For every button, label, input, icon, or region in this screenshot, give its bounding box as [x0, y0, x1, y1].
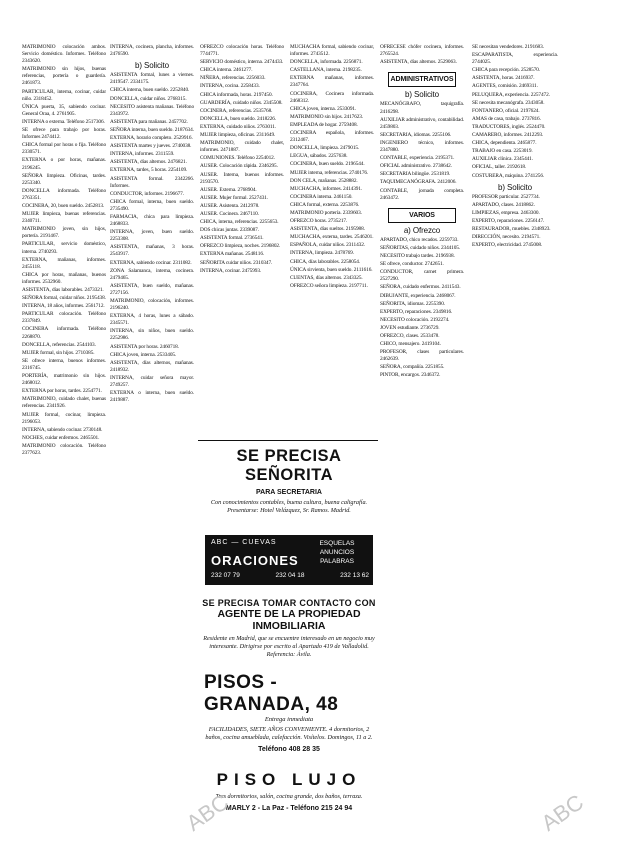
classified-item: ZONA Salamanca, interna, cocinera. 2479465. — [110, 267, 194, 281]
classified-item: EXTERNA, horario completo. 2529916. — [110, 135, 193, 142]
classified-item: CHICA joven, interna. 2533405. — [110, 351, 177, 358]
classified-item: EXTERNA o interna, buen sueldo. 2419887. — [110, 390, 194, 404]
classified-item: COCINERA interna. 2461150. — [290, 193, 353, 200]
classified-item: COCINERA, referencias. 2535768. — [200, 107, 273, 114]
classified-item: DOS chicas juntas. 2339087. — [200, 227, 259, 234]
classified-item: SEÑORITAS, cuidado niños. 2344105. — [380, 244, 461, 251]
classified-item: CONTABLE, experiencia. 2195371. — [380, 155, 455, 162]
classified-item: ASISTENTA, días alternos, mañanas. 2418932. — [110, 359, 194, 373]
classified-item: COCINERA, 20, buen sueldo. 2452813. — [22, 202, 105, 209]
classified-item: ÚNICA puerta, 35, sabiendo cocinar. General Oraa, 4. 2761905. — [22, 103, 106, 117]
classified-item: COMUNIONES. Teléfono 2254012. — [200, 155, 275, 162]
classified-item: CHICA informada, horas. 2197450. — [200, 91, 273, 98]
classified-item: CAMARERO, informes. 2412293. — [472, 132, 544, 139]
ad-body: Residente en Madrid, que se encuentre interesado en un negocio muy interesante. Dirigirse por escrito al Apartado 419 de Valladolid. Referencia: Ávila. — [203, 635, 375, 658]
classified-item: INTERNA, cocinera, plancha, informes. 2476590. — [110, 44, 194, 58]
classified-item: AMAS de casa, trabajo. 2737816. — [472, 115, 541, 122]
column-1 — [22, 44, 106, 840]
classified-item: PELUQUERA, experiencia. 2257472. — [472, 91, 550, 98]
classified-item: ASISTENTA formal. 2342266. Informes. — [110, 175, 194, 189]
ad-side-text: ESQUELAS ANUNCIOS PALABRAS — [319, 540, 355, 565]
ad-senorita-secretaria — [200, 447, 378, 515]
column-6 — [472, 44, 558, 840]
classified-item: CONDUCTOR, informes. 2196677. — [110, 190, 184, 197]
classified-item: INTERNA, cocina. 2258433. — [200, 83, 260, 90]
classified-item: CHICA formal, externa. 2253876. — [290, 201, 360, 208]
classified-item: SE ofrece, conductor. 2742651. — [380, 261, 444, 268]
classified-item: EXTERNA por horas, tardes. 2254771. — [22, 388, 102, 395]
classified-item: OFICIAL, taller. 2192618. — [472, 164, 527, 171]
abc-watermark: ABC — [536, 789, 589, 836]
classified-item: INTERNA o externa. Teléfono 2517306. — [22, 118, 105, 125]
classified-item: SEÑORA, compañía. 2251855. — [380, 364, 445, 371]
classified-item: NECESITO asistenta mañanas. Teléfono 2343972. — [110, 103, 194, 117]
classified-item: TRADUCTORES, inglés. 2524470. — [472, 123, 546, 130]
classified-item: MATRIMONIO sin hijos, buenas referencias, portería o guardería. 2461873. — [22, 66, 106, 87]
ad-footer: MARLY 2 - La Paz - Teléfono 215 24 94 — [225, 805, 353, 812]
classified-item: OFREZCO colocación horas. Teléfono 7744771. — [200, 44, 284, 58]
classified-item: MUJER formal, cocinar, limpieza. 2196053. — [22, 411, 106, 425]
classified-item: CHICA para recepción. 2528570. — [472, 67, 541, 74]
classified-item: CUENTAS, días alternos. 2343325. — [290, 274, 363, 281]
classified-item: EXTERNA, mañanas, informes. 2455118. — [22, 256, 106, 270]
classified-item: ESCAPARATISTA, experiencia. 2744025. — [472, 52, 558, 66]
classified-item: CONDUCTOR, carnet primera. 2527290. — [380, 269, 464, 283]
classified-item: OFREZCO limpieza, noches. 2196802. — [200, 243, 281, 250]
classified-item: INTERNA, cocinar. 2475993. — [200, 267, 262, 274]
classified-item: CHICA interna, buen sueldo. 2252840. — [110, 87, 190, 94]
ad-line: AGENTE DE LA PROPIEDAD — [217, 608, 361, 620]
classified-item: INTERNA, sabiendo cocinar. 2730148. — [22, 426, 103, 433]
classified-item: DONCELLA, informada. 2256871. — [290, 59, 363, 66]
classified-item: ASISTENTA, días alternos. 2476821. — [110, 159, 187, 166]
abc-watermark: ABC — [181, 789, 234, 836]
classified-item: JOVEN estudiante. 2736729. — [380, 324, 440, 331]
section-heading: b) Solicito — [404, 90, 440, 100]
classified-item: EXTERNA o por horas, mañanas. 2196245. — [22, 157, 106, 171]
ad-headline: PISOS - GRANADA, 48 — [204, 672, 339, 715]
classified-item: CHICA joven, interna. 2533091. — [290, 105, 357, 112]
classified-item: ASISTENTA formal. 2736541. — [200, 235, 264, 242]
classified-item: CHICA por horas, mañanas, buenos informes. 2532960. — [22, 271, 106, 285]
ad-phone: 232 13 62 — [340, 572, 369, 579]
classified-item: PINTOR, encargos. 2346372. — [380, 372, 441, 379]
classified-item: AUSER. Cocinera. 2467110. — [200, 210, 259, 217]
classified-item: ASISTENTA para mañanas. 2457702. — [110, 118, 188, 125]
classified-item: MUJER formal, sin hijos. 2710385. — [22, 349, 95, 356]
classified-item: CHICA, interna, referencias. 2255653. — [200, 219, 279, 226]
classified-item: MATRIMONIO sin hijos. 2417623. — [290, 113, 364, 120]
classified-item: SE necesitan vendedores. 2191683. — [472, 44, 544, 50]
classified-item: DONCELLA, referencias. 2544103. — [22, 341, 96, 348]
ad-line: INMOBILIARIA — [252, 620, 326, 632]
classified-item: MUJER limpieza, buenas referencias. 2340711. — [22, 211, 106, 225]
ad-abc-oraciones — [205, 535, 373, 585]
classified-item: OFREZCO horas. 2735217. — [290, 218, 348, 225]
classified-item: EXTERNA, cuidado niños. 2763011. — [200, 123, 277, 130]
classified-item: FARMACIA, chica para limpieza. 2468833. — [110, 213, 194, 228]
classified-item: OFREZCO señora limpieza. 2197711. — [290, 282, 368, 289]
classified-item: MUJER interna, referencias. 2740176. — [290, 169, 369, 176]
classified-item: GUARDERÍA, cuidado niños. 2345508. — [200, 99, 283, 106]
classified-item: LIMPIEZAS, empresa. 2463300. — [472, 209, 540, 216]
classified-item: DONCELLA, limpieza. 2479015. — [290, 145, 360, 152]
classified-item: ASISTENTA, horas. 2416937. — [472, 75, 535, 82]
classified-item: ASISTENTA martes y jueves. 2740038. — [110, 143, 192, 150]
classified-item: DONCELLA informada. Teléfono 2763351. — [22, 187, 106, 201]
ad-phone: 232 07 79 — [211, 572, 240, 579]
classified-item: COCINERA española, informes. 2312467. — [290, 130, 374, 144]
classified-item: SE ofrece para trabajo por horas. Informes 2474412. — [22, 127, 106, 141]
classified-item: AUSER. Asistenta. 2412978. — [200, 202, 260, 209]
classified-item: SEÑORA, cuidado enfermos. 2411543. — [380, 284, 461, 291]
ad-phone: Teléfono 408 28 35 — [258, 746, 320, 753]
classified-item: PARTICULAR colocación. Teléfono 2337849. — [22, 311, 106, 325]
classified-item: OFREZCO, clases. 2533478. — [380, 333, 440, 339]
classified-item: INTERNA, 18 años, informes. 2561712. — [22, 303, 105, 310]
classified-item: AUSER. Colocación rápida. 2346295. — [200, 163, 278, 170]
classified-item: ASISTENTA formal, lunes a viernes. 2419547. 2334175. — [110, 72, 194, 86]
classified-item: MATRIMONIO joven, sin hijos, portería. 2191467. — [22, 226, 106, 240]
classified-item: NECESITO colocación. 2192274. — [380, 316, 450, 323]
ad-brand: ABC — CUEVAS — [211, 539, 277, 546]
classified-item: EXPERTO, reparaciones. 2349816. — [380, 308, 453, 315]
classified-item: MUCHACHA, informes. 2414391. — [290, 185, 363, 192]
ad-headline: PISO LUJO — [216, 770, 362, 789]
ad-title: ORACIONES — [211, 553, 299, 568]
classified-item: EXTERNA, 4 horas, lunes a sábado. 2345571. — [110, 313, 194, 327]
column-5 — [380, 44, 464, 840]
classified-item: MATRIMONIO colocación ambos. Servicio doméstico. Informes. Teléfono 2343620. — [22, 44, 106, 65]
ad-block-divider — [198, 440, 378, 441]
column-2 — [110, 44, 194, 840]
classified-item: COCINERA informada. Teléfono 2268870. — [22, 326, 106, 340]
classified-item: INTERNA, cuidar señora mayor. 2749257. — [110, 374, 194, 389]
classified-item: EXPERTO, reparaciones. 2256147. — [472, 217, 545, 224]
classified-item: AUSER. Mujer formal. 2527431. — [200, 194, 269, 201]
section-box-administrativos: ADMINISTRATIVOS — [388, 72, 456, 87]
classified-item: ASISTENTA, buen sueldo, mañanas. 2727156. — [110, 282, 194, 296]
classified-item: SEÑORITA cuidar niños. 2310347. — [200, 259, 273, 266]
classified-item: PORTERÍA, matrimonio sin hijos. 2468012. — [22, 373, 106, 387]
classified-item: CHICA, días laborables. 2258054. — [290, 258, 361, 265]
classified-item: RESTAURADOR, muebles. 2348923. — [472, 226, 551, 233]
classified-item: PROFESOR particular. 2527734. — [472, 193, 540, 200]
classified-item: SEÑORA limpieza. Oficinas, tardes. 2253340. — [22, 172, 106, 186]
classified-item: ASISTENTA, días alternos. 2529063. — [380, 59, 457, 66]
column-4 — [290, 44, 374, 436]
classified-item: PARTICULAR, servicio doméstico, interna. 2740293. — [22, 241, 106, 255]
classified-item: EXTERNA mañanas. 2548116. — [200, 251, 265, 258]
classified-item: DON CELA, mañanas. 2528882. — [290, 177, 358, 184]
classified-item: FONTANERO, oficial. 2197624. — [472, 107, 540, 114]
classified-item: SEÑORA formal, cuidar niños. 2195438. — [22, 295, 106, 302]
ad-phone: 232 04 18 — [275, 572, 305, 579]
ad-line: SE PRECISA TOMAR CONTACTO CON — [202, 598, 376, 608]
classified-item: SE ofrece interna, buenos informes. 2316745. — [22, 357, 106, 371]
classified-item: EXPERTO, electricidad. 2745008. — [472, 242, 543, 249]
ad-body: Con conocimientos contables, buena cultura, buena caligrafía. Presentarse: Hotel Velázquez, Sr. Ramos. Madrid. — [210, 499, 368, 514]
section-heading: b) Solicito — [134, 61, 170, 71]
classified-item: DONCELLA, buen sueldo. 2418226. — [200, 115, 277, 122]
classified-item: OFICIAL administrativo. 2738642. — [380, 163, 452, 170]
classified-item: ESPAÑOLA, cuidar niños. 2311432. — [290, 242, 365, 249]
classified-item: INTERNA, informes. 2311559. — [110, 151, 175, 158]
section-heading: a) Ofrezco — [403, 225, 441, 235]
ad-subhead: PARA SECRETARIA — [256, 489, 322, 496]
classified-item: COSTURERA, máquina. 2741256. — [472, 172, 545, 179]
classified-item: SECRETARIA bilingüe. 2531819. — [380, 171, 451, 178]
ad-pisos-granada — [200, 672, 378, 753]
classified-item: EXTERNA mañanas, informes. 2347764. — [290, 75, 374, 89]
classified-item: SERVICIO doméstico, interna. 2474433. — [200, 59, 284, 66]
classified-item: MATRIMONIO colocación. Teléfono 2377623. — [22, 442, 106, 456]
classified-item: DIBUJANTE, experiencia. 2468067. — [380, 292, 456, 299]
classified-item: SEÑORA interna, buen sueldo. 2187634. — [110, 126, 194, 133]
classified-item: CONTABLE, jornada completa. 2463472. — [380, 187, 464, 201]
classified-item: MATRIMONIO, cuidado chalet, buenas referencias. 2341926. — [22, 396, 106, 410]
classified-item: SE necesita mecanógrafa. 2343058. — [472, 99, 545, 106]
classified-item: NIÑERA, referencias. 2256033. — [200, 75, 266, 82]
classified-item: MATRIMONIO, cuidado chalet, informes. 2471887. — [200, 140, 284, 154]
classified-item: OFRECESE chófer cocinera, informes. 2765524. — [380, 44, 464, 58]
classified-item: ASISTENTA, mañanas, 3 horas. 2543917. — [110, 244, 194, 258]
classified-item: SECRETARIA, idiomas. 2255106. — [380, 131, 452, 138]
classified-item: ASISTENTA, días sueltos. 2195988. — [290, 226, 365, 233]
classified-item: SEÑORITA, idiomas. 2255390. — [380, 300, 445, 307]
classified-item: MATRIMONIO, colocación, informes. 2196240. — [110, 298, 194, 312]
classified-item: MATRIMONIO portería. 2339603. — [290, 209, 362, 216]
classified-item: EXTERNA, tardes, 5 horas. 2254109. — [110, 167, 188, 174]
classified-item: CHICA formal, interna, buen sueldo. 2735490. — [110, 198, 194, 212]
classified-item: MUJER limpieza, oficinas. 2311649. — [200, 132, 276, 139]
classified-item: INGENIERO técnico, informes. 2347880. — [380, 139, 464, 154]
classified-item: TRABAJO en casa. 2253019. — [472, 148, 533, 155]
classified-item: AUXILIAR administrativo, contabilidad. 2459803. — [380, 116, 464, 130]
classified-item: CHICA, dependienta. 2465877. — [472, 140, 537, 147]
classified-item: INTERNA, limpieza. 2478769. — [290, 250, 354, 257]
section-box-varios: VARIOS — [388, 208, 456, 223]
classified-item: AUXILIAR clínica. 2345441. — [472, 156, 533, 163]
column-3 — [200, 44, 284, 434]
ad-phone-row — [211, 572, 369, 579]
classified-item: AGENTES, comisión. 2469311. — [472, 83, 538, 90]
ad-headline: SE PRECISA SEÑORITA — [236, 447, 342, 484]
classified-item: AUSER. Externa. 2768904. — [200, 186, 257, 193]
classified-item: COCINERA, Cocinera informada. 2468312. — [290, 90, 374, 104]
classified-item: INTERNA, sin niños, buen sueldo. 2252986. — [110, 328, 194, 342]
classified-item: ASISTENTA, días laborables. 2473321. — [22, 287, 104, 293]
classified-item: MUCHACHA formal, sabiendo cocinar, informes. 2743512. — [290, 44, 374, 58]
classified-item: EMPLEADA de hogar. 2759408. — [290, 121, 358, 128]
classified-item: CHICA interna. 2461277. — [200, 67, 253, 74]
classified-item: CASTELLANA, interna. 2198235. — [290, 67, 362, 74]
classified-item: MUCHACHA, externa, tardes. 2546201. — [290, 234, 374, 241]
classified-item: PARTICULAR, interna, cocinar, cuidar niño. 2318452. — [22, 88, 106, 102]
classified-item: EXTERNA, sabiendo cocinar. 2311082. — [110, 259, 192, 266]
classified-item: TAQUIMECANÓGRAFA. 2412006. — [380, 179, 457, 186]
classified-item: APARTADO, clases. 2418862. — [472, 201, 535, 208]
ad-body: Tres dormitorios, salón, cocina grande, dos baños, terraza. — [215, 793, 363, 800]
ad-body: FACILIDADES, SIETE AÑOS CONVENIENTE. 4 dormitorios, 2 baños, cocina amueblada, calefacción. Visítelos. Domingos, 11 a 2. — [205, 726, 373, 741]
classified-item: LEGUA, sábados. 2257638. — [290, 153, 348, 160]
classified-item: DIRECCIÓN, necesito. 2194571. — [472, 234, 541, 241]
classified-item: MECANÓGRAFO, taquigrafía. 2416298. — [380, 101, 464, 115]
classified-item: NOCHES, cuidar enfermos. 2465501. — [22, 434, 100, 441]
section-heading: b) Solicito — [497, 182, 533, 192]
classified-item: DONCELLA, cuidar niños. 2768315. — [110, 95, 187, 102]
classified-item: CHICO, mensajero. 2419104. — [380, 341, 441, 348]
classified-item: APARTADO, chico recados. 2259733. — [380, 236, 459, 243]
ad-subhead: Entrega inmediata — [264, 716, 314, 723]
classified-item: AUSER. Interna, buenos informes. 2193570. — [200, 171, 284, 185]
classified-item: ÚNICA sirvienta, buen sueldo. 2111616. — [290, 266, 373, 273]
classified-item: COCINERA, buen sueldo. 2196544. — [290, 161, 365, 168]
classified-item: CHICA formal por horas o fija. Teléfono 2330571. — [22, 142, 106, 156]
classified-item: PROFESOR, clases particulares. 2462639. — [380, 349, 464, 363]
classified-item: ASISTENTA por horas. 2460718. — [110, 343, 179, 350]
classified-item: INTERNA, joven, buen sueldo. 2253308. — [110, 229, 194, 243]
classified-item: NECESITO trabajo tardes. 2196938. — [380, 253, 455, 260]
ad-agente-propiedad — [200, 598, 378, 659]
